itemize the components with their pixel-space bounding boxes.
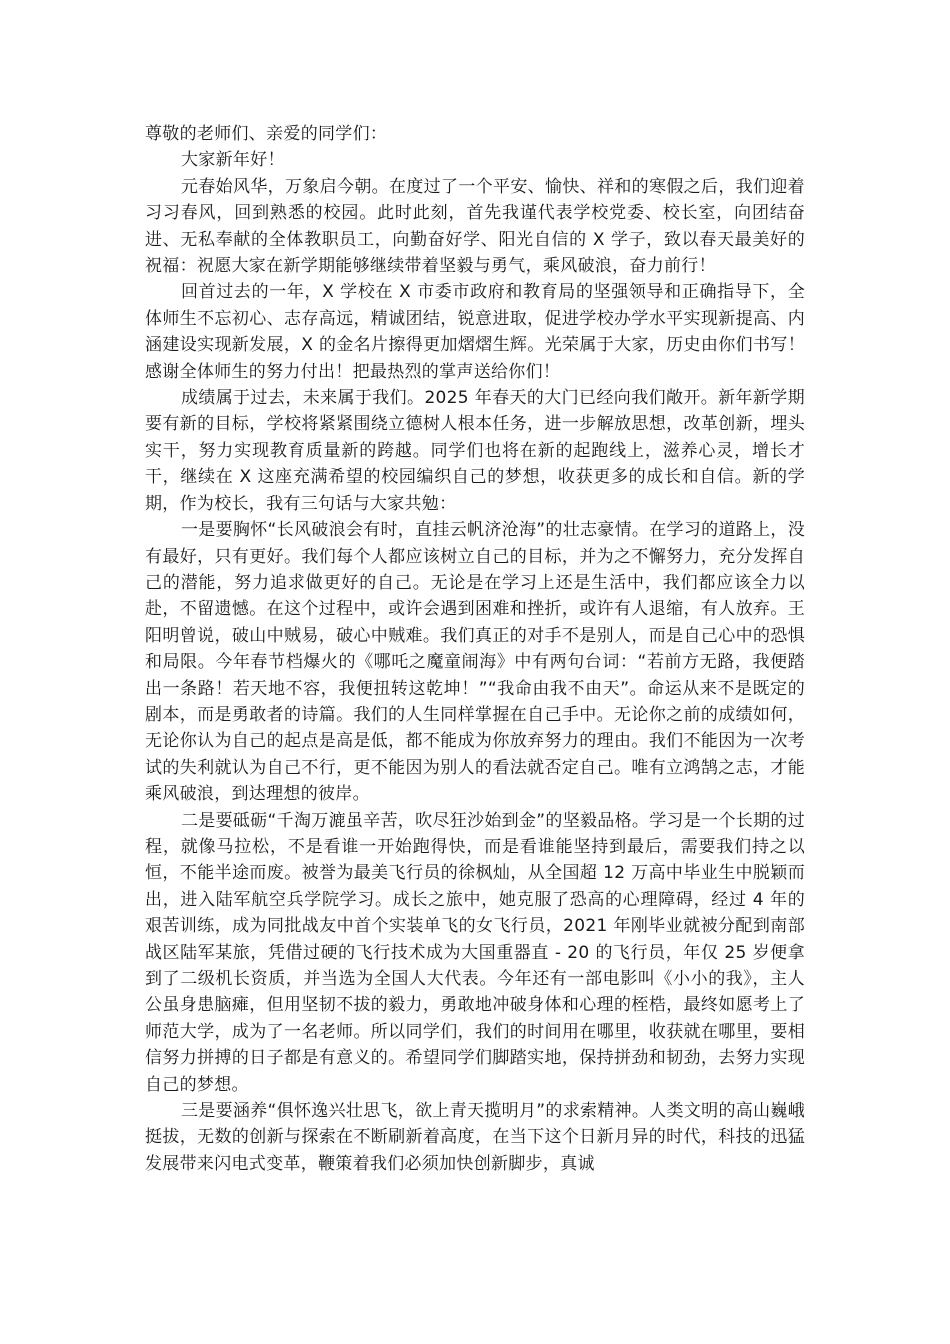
paragraph-review: 回首过去的一年，X 学校在 X 市委市政府和教育局的坚强领导和正确指导下，全体师生不忘初心、志存高远，精诚团结，锐意进取，促进学校办学水平实现新提高、内涵建设实现新发展，X 的金名片擦得更加熠熠生辉。光荣属于大家，历史由你们书写！感谢全体师生的努力付出！把最热烈的掌声送给你们！ (145, 282, 805, 382)
paragraph-opening: 元春始风华，万象启今朝。在度过了一个平安、愉快、祥和的寒假之后，我们迎着习习春风，回到熟悉的校园。此时此刻，首先我谨代表学校党委、校长室，向团结奋进、无私奉献的全体教职员工，向勤奋好学、阳光自信的 X 学子，致以春天最美好的祝福：祝愿大家在新学期能够继续带着坚毅与勇气，乘风破浪，奋力前行！ (145, 176, 805, 277)
paragraph-point-one: 一是要胸怀“长风破浪会有时，直挂云帆济沧海”的壮志豪情。在学习的道路上，没有最好，只有更好。我们每个人都应该树立自己的目标，并为之不懈努力，充分发挥自己的潜能，努力追求做更好的自己。无论是在学习上还是生活中，我们都应该全力以赴，不留遗憾。在这个过程中，或许会遇到困难和挫折，或许有人退缩，有人放弃。王阳明曾说，破山中贼易，破心中贼难。我们真正的对手不是别人，而是自己心中的恐惧和局限。今年春节档爆火的《哪吒之魔童闹海》中有两句台词：“若前方无路，我便踏出一条路！若天地不容，我便扭转这乾坤！”“我命由我不由天”。命运从来不是既定的剧本，而是勇敢者的诗篇。我们的人生同样掌握在自己手中。无论你之前的成绩如何，无论你认为自己的起点是高是低，都不能成为你放弃努力的理由。我们不能因为一次考试的失利就认为自己不行，更不能因为别人的看法就否定自己。唯有立鸿鹄之志，才能乘风破浪，到达理想的彼岸。 (145, 520, 805, 805)
speech-body (145, 121, 805, 1177)
paragraph-point-two: 二是要砥砺“千淘万漉虽辛苦，吹尽狂沙始到金”的坚毅品格。学习是一个长期的过程，就像马拉松，不是看谁一开始跑得快，而是看谁能坚持到最后，需要我们持之以恒，不能半途而废。被誉为最美飞行员的徐枫灿，从全国超 12 万高中毕业生中脱颖而出，进入陆军航空兵学院学习。成长之旅中，她克服了恐高的心理障碍，经过 4 年的艰苦训练，成为同批战友中首个实装单飞的女飞行员，2021 年刚毕业就被分配到南部战区陆军某旅，凭借过硬的飞行技术成为大国重器直 - 20 的飞行员，年仅 25 岁便拿到了二级机长资质，并当选为全国人大代表。今年还有一部电影叫《小小的我》，主人公虽身患脑瘫，但用坚韧不拔的毅力，勇敢地冲破身体和心理的桎梏，最终如愿考上了师范大学，成为了一名老师。所以同学们，我们的时间用在哪里，收获就在哪里，要相信努力拼搏的日子都是有意义的。希望同学们脚踏实地，保持拼劲和韧劲，去努力实现自己的梦想。 (145, 810, 805, 1095)
paragraph-greeting: 大家新年好！ (181, 150, 285, 171)
salutation: 尊敬的老师们、亲爱的同学们： (145, 124, 388, 144)
paragraph-point-three: 三是要涵养“俱怀逸兴壮思飞，欲上青天揽明月”的求索精神。人类文明的高山巍峨挺拔，无数的创新与探索在不断刷新着高度，在当下这个日新月异的时代，科技的迅猛发展带来闪电式变革，鞭策着我们必须加快创新脚步，真诚 (145, 1101, 805, 1174)
paragraph-future: 成绩属于过去，未来属于我们。2025 年春天的大门已经向我们敞开。新年新学期要有新的目标，学校将紧紧围绕立德树人根本任务，进一步解放思想，改革创新，埋头实干，努力实现教育质量新的跨越。同学们也将在新的起跑线上，滋养心灵，增长才干，继续在 X 这座充满希望的校园编织自己的梦想，收获更多的成长和自信。新的学期，作为校长，我有三句话与大家共勉： (145, 388, 805, 514)
